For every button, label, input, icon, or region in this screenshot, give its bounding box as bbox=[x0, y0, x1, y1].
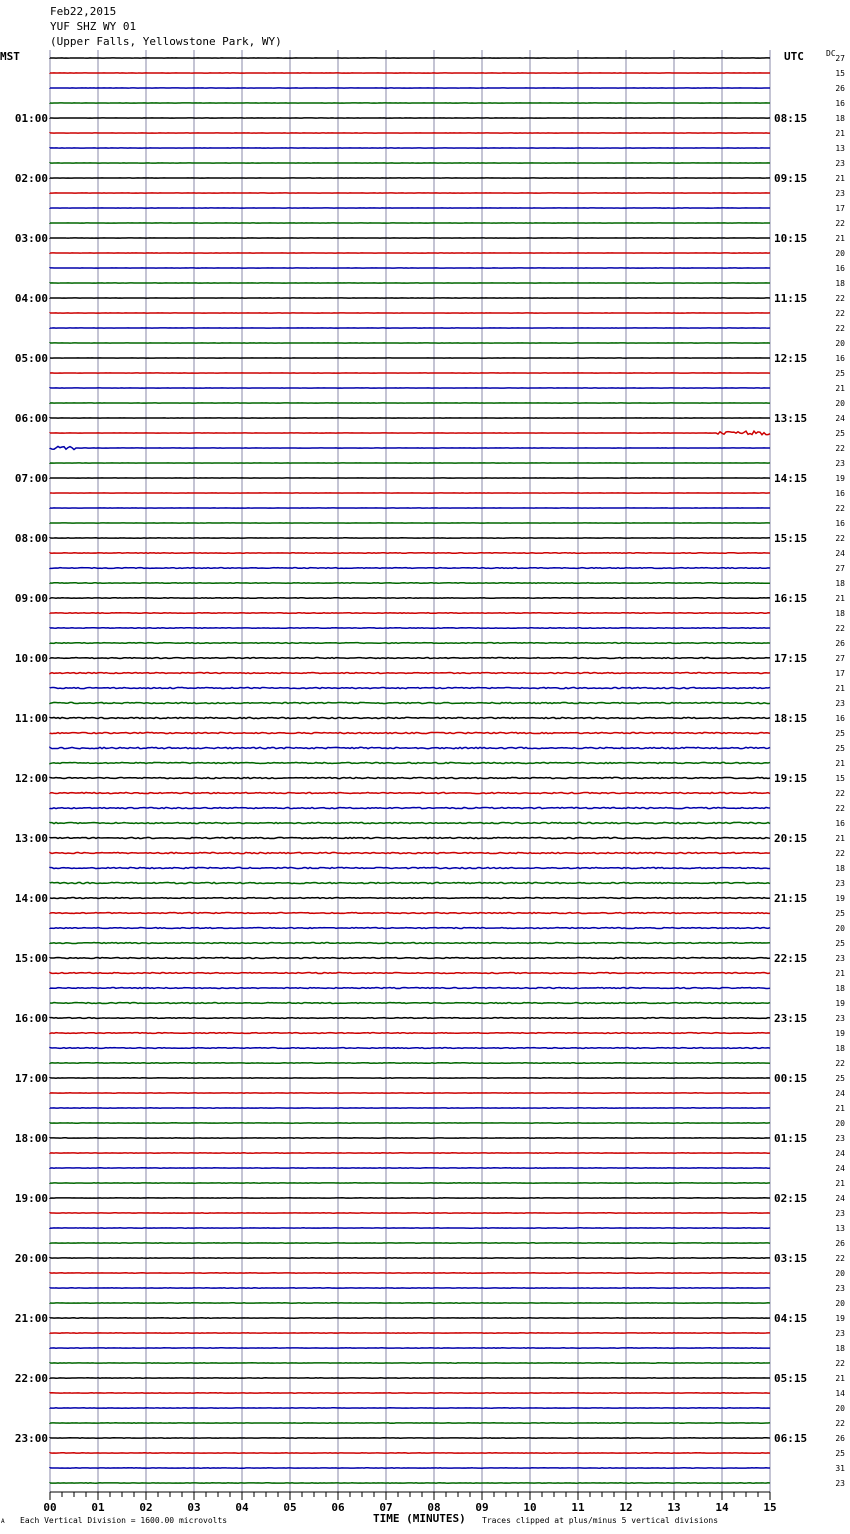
trace-52 bbox=[50, 837, 770, 838]
dc-offset-18: 22 bbox=[835, 324, 845, 333]
utc-hour-label: 17:15 bbox=[774, 652, 808, 665]
mst-hour-label: 05:00 bbox=[14, 352, 48, 365]
dc-offset-46: 25 bbox=[835, 744, 845, 753]
x-axis-title: TIME (MINUTES) bbox=[373, 1512, 466, 1525]
dc-offset-16: 22 bbox=[835, 294, 845, 303]
dc-offset-34: 27 bbox=[835, 564, 845, 573]
utc-hour-label: 21:15 bbox=[774, 892, 808, 905]
dc-offset-65: 19 bbox=[835, 1029, 845, 1038]
dc-offset-66: 18 bbox=[835, 1044, 845, 1053]
dc-offset-59: 25 bbox=[835, 939, 845, 948]
mst-hour-label: 01:00 bbox=[14, 112, 48, 125]
x-tick-label: 05 bbox=[283, 1501, 297, 1514]
dc-offset-11: 22 bbox=[835, 219, 845, 228]
dc-offset-72: 23 bbox=[835, 1134, 845, 1143]
trace-67 bbox=[50, 1063, 770, 1064]
dc-offset-69: 24 bbox=[835, 1089, 845, 1098]
dc-offset-64: 23 bbox=[835, 1014, 845, 1023]
dc-offset-21: 25 bbox=[835, 369, 845, 378]
mst-hour-label: 13:00 bbox=[14, 832, 48, 845]
dc-offset-14: 16 bbox=[835, 264, 845, 273]
mst-hour-label: 03:00 bbox=[14, 232, 48, 245]
dc-offset-48: 15 bbox=[835, 774, 845, 783]
dc-offset-44: 16 bbox=[835, 714, 845, 723]
dc-offset-89: 14 bbox=[835, 1389, 845, 1398]
dc-offset-52: 21 bbox=[835, 834, 845, 843]
dc-offset-10: 17 bbox=[835, 204, 845, 213]
dc-offset-3: 16 bbox=[835, 99, 845, 108]
x-tick-label: 01 bbox=[91, 1501, 105, 1514]
dc-offset-9: 23 bbox=[835, 189, 845, 198]
trace-38 bbox=[50, 628, 770, 629]
trace-44 bbox=[50, 717, 770, 718]
trace-59 bbox=[50, 943, 770, 944]
utc-hour-label: 20:15 bbox=[774, 832, 808, 845]
trace-group bbox=[50, 58, 770, 1483]
dc-offset-88: 21 bbox=[835, 1374, 845, 1383]
dc-offset-43: 23 bbox=[835, 699, 845, 708]
dc-offset-23: 20 bbox=[835, 399, 845, 408]
trace-39 bbox=[50, 643, 770, 644]
dc-offset-49: 22 bbox=[835, 789, 845, 798]
trace-53 bbox=[50, 852, 770, 853]
dc-offset-57: 25 bbox=[835, 909, 845, 918]
dc-offset-26: 22 bbox=[835, 444, 845, 453]
dc-offset-1: 15 bbox=[835, 69, 845, 78]
utc-hour-label: 04:15 bbox=[774, 1312, 808, 1325]
trace-55 bbox=[50, 882, 770, 883]
dc-offset-75: 21 bbox=[835, 1179, 845, 1188]
header-date: Feb22,2015 bbox=[50, 5, 117, 18]
utc-hour-label: 22:15 bbox=[774, 952, 808, 965]
dc-offset-37: 18 bbox=[835, 609, 845, 618]
mst-hour-label: 02:00 bbox=[14, 172, 48, 185]
dc-offset-31: 16 bbox=[835, 519, 845, 528]
dc-offset-29: 16 bbox=[835, 489, 845, 498]
x-tick-label: 07 bbox=[379, 1501, 393, 1514]
dc-offset-28: 19 bbox=[835, 474, 845, 483]
dc-offset-56: 19 bbox=[835, 894, 845, 903]
trace-43 bbox=[50, 702, 770, 703]
x-tick-label: 15 bbox=[763, 1501, 777, 1514]
utc-hour-label: 03:15 bbox=[774, 1252, 808, 1265]
mst-hour-label: 12:00 bbox=[14, 772, 48, 785]
dc-offset-74: 24 bbox=[835, 1164, 845, 1173]
dc-offset-53: 22 bbox=[835, 849, 845, 858]
x-tick-label: 12 bbox=[619, 1501, 633, 1514]
dc-offset-83: 20 bbox=[835, 1299, 845, 1308]
dc-offset-81: 20 bbox=[835, 1269, 845, 1278]
dc-offset-86: 18 bbox=[835, 1344, 845, 1353]
mst-hour-label: 10:00 bbox=[14, 652, 48, 665]
dc-offset-61: 21 bbox=[835, 969, 845, 978]
trace-41 bbox=[50, 673, 770, 674]
x-tick-label: 04 bbox=[235, 1501, 249, 1514]
vertical-division-note: Each Vertical Division = 1600.00 microvolts bbox=[20, 1516, 228, 1525]
mst-hour-label: 23:00 bbox=[14, 1432, 48, 1445]
utc-hour-label: 10:15 bbox=[774, 232, 808, 245]
mst-hour-label: 09:00 bbox=[14, 592, 48, 605]
utc-hour-label: 09:15 bbox=[774, 172, 808, 185]
dc-offset-41: 17 bbox=[835, 669, 845, 678]
trace-62 bbox=[50, 988, 770, 989]
dc-offset-19: 20 bbox=[835, 339, 845, 348]
trace-50 bbox=[50, 807, 770, 808]
dc-offset-68: 25 bbox=[835, 1074, 845, 1083]
utc-hour-label: 14:15 bbox=[774, 472, 808, 485]
utc-hour-label: 13:15 bbox=[774, 412, 808, 425]
dc-offset-51: 16 bbox=[835, 819, 845, 828]
trace-37 bbox=[50, 613, 770, 614]
dc-offset-93: 25 bbox=[835, 1449, 845, 1458]
dc-offset-2: 26 bbox=[835, 84, 845, 93]
utc-hour-label: 18:15 bbox=[774, 712, 808, 725]
dc-offset-80: 22 bbox=[835, 1254, 845, 1263]
trace-35 bbox=[50, 583, 770, 584]
trace-34 bbox=[50, 568, 770, 569]
dc-offset-39: 26 bbox=[835, 639, 845, 648]
dc-offset-27: 23 bbox=[835, 459, 845, 468]
dc-offset-73: 24 bbox=[835, 1149, 845, 1158]
x-tick-label: 06 bbox=[331, 1501, 345, 1514]
dc-offset-91: 22 bbox=[835, 1419, 845, 1428]
dc-offset-79: 26 bbox=[835, 1239, 845, 1248]
mst-hour-label: 21:00 bbox=[14, 1312, 48, 1325]
mst-hour-label: 19:00 bbox=[14, 1192, 48, 1205]
dc-offset-7: 23 bbox=[835, 159, 845, 168]
x-tick-label: 13 bbox=[667, 1501, 681, 1514]
trace-64 bbox=[50, 1018, 770, 1019]
corner-mark: A bbox=[1, 1518, 5, 1525]
trace-63 bbox=[50, 1003, 770, 1004]
x-tick-label: 11 bbox=[571, 1501, 585, 1514]
mst-hour-label: 17:00 bbox=[14, 1072, 48, 1085]
dc-offset-92: 26 bbox=[835, 1434, 845, 1443]
header-location: (Upper Falls, Yellowstone Park, WY) bbox=[50, 35, 282, 48]
dc-offset-17: 22 bbox=[835, 309, 845, 318]
utc-hour-label: 00:15 bbox=[774, 1072, 808, 1085]
dc-offset-77: 23 bbox=[835, 1209, 845, 1218]
mst-hour-label: 15:00 bbox=[14, 952, 48, 965]
dc-offset-0: 27 bbox=[835, 54, 845, 63]
dc-offset-33: 24 bbox=[835, 549, 845, 558]
trace-47 bbox=[50, 762, 770, 763]
dc-offset-24: 24 bbox=[835, 414, 845, 423]
dc-offset-47: 21 bbox=[835, 759, 845, 768]
dc-offset-25: 25 bbox=[835, 429, 845, 438]
trace-48 bbox=[50, 777, 770, 778]
dc-offset-15: 18 bbox=[835, 279, 845, 288]
dc-offset-4: 18 bbox=[835, 114, 845, 123]
utc-hour-label: 23:15 bbox=[774, 1012, 808, 1025]
dc-offset-58: 20 bbox=[835, 924, 845, 933]
time-axis bbox=[43, 1492, 776, 1514]
dc-label: DC bbox=[826, 49, 836, 58]
utc-hour-label: 19:15 bbox=[774, 772, 808, 785]
dc-offset-38: 22 bbox=[835, 624, 845, 633]
dc-offset-62: 18 bbox=[835, 984, 845, 993]
dc-offset-54: 18 bbox=[835, 864, 845, 873]
dc-offset-90: 20 bbox=[835, 1404, 845, 1413]
dc-offset-87: 22 bbox=[835, 1359, 845, 1368]
utc-axis-label: UTC bbox=[784, 50, 804, 63]
utc-hour-label: 02:15 bbox=[774, 1192, 808, 1205]
dc-offset-70: 21 bbox=[835, 1104, 845, 1113]
dc-offset-71: 20 bbox=[835, 1119, 845, 1128]
x-tick-label: 03 bbox=[187, 1501, 201, 1514]
mst-hour-label: 18:00 bbox=[14, 1132, 48, 1145]
trace-54 bbox=[50, 867, 770, 868]
mst-hour-label: 22:00 bbox=[14, 1372, 48, 1385]
dc-offset-12: 21 bbox=[835, 234, 845, 243]
trace-40 bbox=[50, 658, 770, 659]
dc-offset-84: 19 bbox=[835, 1314, 845, 1323]
dc-offset-36: 21 bbox=[835, 594, 845, 603]
clipping-note: Traces clipped at plus/minus 5 vertical divisions bbox=[482, 1516, 719, 1525]
x-tick-label: 02 bbox=[139, 1501, 153, 1514]
dc-offset-32: 22 bbox=[835, 534, 845, 543]
utc-hour-label: 16:15 bbox=[774, 592, 808, 605]
dc-offset-85: 23 bbox=[835, 1329, 845, 1338]
dc-offset-45: 25 bbox=[835, 729, 845, 738]
dc-offset-78: 13 bbox=[835, 1224, 845, 1233]
trace-58 bbox=[50, 928, 770, 929]
dc-offset-95: 23 bbox=[835, 1479, 845, 1488]
mst-hour-label: 07:00 bbox=[14, 472, 48, 485]
dc-offset-94: 31 bbox=[835, 1464, 845, 1473]
trace-36 bbox=[50, 598, 770, 599]
dc-offset-5: 21 bbox=[835, 129, 845, 138]
dc-offset-8: 21 bbox=[835, 174, 845, 183]
dc-offset-82: 23 bbox=[835, 1284, 845, 1293]
mst-hour-label: 11:00 bbox=[14, 712, 48, 725]
trace-56 bbox=[50, 898, 770, 899]
mst-hour-label: 20:00 bbox=[14, 1252, 48, 1265]
utc-hour-label: 08:15 bbox=[774, 112, 808, 125]
trace-49 bbox=[50, 792, 770, 793]
trace-51 bbox=[50, 822, 770, 823]
dc-offset-50: 22 bbox=[835, 804, 845, 813]
trace-66 bbox=[50, 1048, 770, 1049]
trace-57 bbox=[50, 913, 770, 914]
dc-offset-22: 21 bbox=[835, 384, 845, 393]
utc-hour-label: 15:15 bbox=[774, 532, 808, 545]
x-tick-label: 14 bbox=[715, 1501, 729, 1514]
utc-hour-label: 01:15 bbox=[774, 1132, 808, 1145]
x-tick-label: 08 bbox=[427, 1501, 441, 1514]
dc-offset-60: 23 bbox=[835, 954, 845, 963]
dc-offset-76: 24 bbox=[835, 1194, 845, 1203]
mst-axis-label: MST bbox=[0, 50, 20, 63]
x-tick-label: 10 bbox=[523, 1501, 537, 1514]
x-tick-label: 00 bbox=[43, 1501, 57, 1514]
trace-26 bbox=[50, 446, 770, 449]
trace-42 bbox=[50, 687, 770, 688]
dc-offset-20: 16 bbox=[835, 354, 845, 363]
trace-61 bbox=[50, 973, 770, 974]
trace-25 bbox=[50, 431, 770, 435]
mst-hour-label: 14:00 bbox=[14, 892, 48, 905]
dc-offset-40: 27 bbox=[835, 654, 845, 663]
utc-hour-label: 05:15 bbox=[774, 1372, 808, 1385]
dc-offset-63: 19 bbox=[835, 999, 845, 1008]
mst-hour-label: 06:00 bbox=[14, 412, 48, 425]
dc-offset-55: 23 bbox=[835, 879, 845, 888]
trace-33 bbox=[50, 553, 770, 554]
utc-hour-label: 11:15 bbox=[774, 292, 808, 305]
trace-65 bbox=[50, 1033, 770, 1034]
utc-hour-label: 06:15 bbox=[774, 1432, 808, 1445]
dc-offset-35: 18 bbox=[835, 579, 845, 588]
mst-hour-label: 16:00 bbox=[14, 1012, 48, 1025]
trace-45 bbox=[50, 732, 770, 733]
trace-46 bbox=[50, 747, 770, 748]
mst-hour-label: 08:00 bbox=[14, 532, 48, 545]
dc-offset-30: 22 bbox=[835, 504, 845, 513]
dc-offset-6: 13 bbox=[835, 144, 845, 153]
dc-offset-67: 22 bbox=[835, 1059, 845, 1068]
trace-60 bbox=[50, 958, 770, 959]
dc-offset-13: 20 bbox=[835, 249, 845, 258]
utc-hour-label: 12:15 bbox=[774, 352, 808, 365]
dc-offset-42: 21 bbox=[835, 684, 845, 693]
x-tick-label: 09 bbox=[475, 1501, 489, 1514]
header-station: YUF SHZ WY 01 bbox=[50, 20, 137, 33]
mst-hour-label: 04:00 bbox=[14, 292, 48, 305]
minute-grid bbox=[50, 50, 770, 1492]
